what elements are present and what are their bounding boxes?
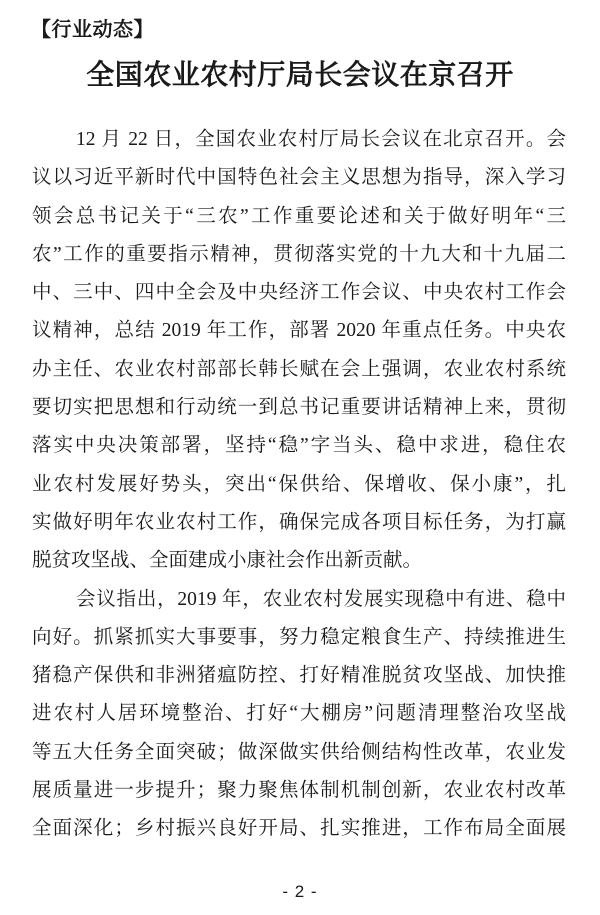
body-line: 议以习近平新时代中国特色社会主义思想为指导，深入学习 [32, 167, 566, 189]
body-line: 办主任、农业农村部部长韩长赋在会上强调，农业农村系统 [32, 358, 566, 380]
body-line: 落实中央决策部署，坚持“稳”字当头、稳中求进，稳住农 [32, 435, 566, 457]
article-title: 全国农业农村厅局长会议在京召开 [86, 60, 514, 91]
body-line: 等五大任务全面突破；做深做实供给侧结构性改革，农业发 [32, 741, 566, 763]
body-line: 农”工作的重要指示精神，贯彻落实党的十九大和十九届二 [32, 243, 566, 265]
body-line: 进农村人居环境整治、打好“大棚房”问题清理整治攻坚战 [32, 703, 566, 725]
article-body [32, 121, 566, 849]
body-line: 领会总书记关于“三农”工作重要论述和关于做好明年“三 [32, 205, 566, 227]
body-line: 中、三中、四中全会及中央经济工作会议、中央农村工作会 [32, 282, 566, 304]
body-line: 猪稳产保供和非洲猪瘟防控、打好精准脱贫攻坚战、加快推 [32, 665, 566, 687]
body-line: 全面深化；乡村振兴良好开局、扎实推进，工作布局全面展 [32, 818, 566, 840]
body-line: 议精神，总结 2019 年工作，部署 2020 年重点任务。中央农 [32, 320, 566, 342]
section-label: 【行业动态】 [31, 19, 154, 41]
body-line: 脱贫攻坚战、全面建成小康社会作出新贡献。 [32, 550, 423, 572]
body-line: 向好。抓紧抓实大事要事，努力稳定粮食生产、持续推进生 [32, 626, 566, 648]
page-number: - 2 - [282, 882, 318, 901]
body-line: 展质量进一步提升；聚力聚焦体制机制创新，农业农村改革 [32, 780, 566, 802]
body-line: 会议指出，2019 年，农业农村发展实现稳中有进、稳中 [76, 588, 566, 610]
body-line: 业农村发展好势头，突出“保供给、保增收、保小康”，扎 [32, 473, 566, 495]
body-line: 要切实把思想和行动统一到总书记重要讲话精神上来，贯彻 [32, 397, 566, 419]
body-line: 实做好明年农业农村工作，确保完成各项目标任务，为打赢 [32, 511, 566, 533]
body-line: 12 月 22 日，全国农业农村厅局长会议在北京召开。会 [76, 129, 566, 150]
